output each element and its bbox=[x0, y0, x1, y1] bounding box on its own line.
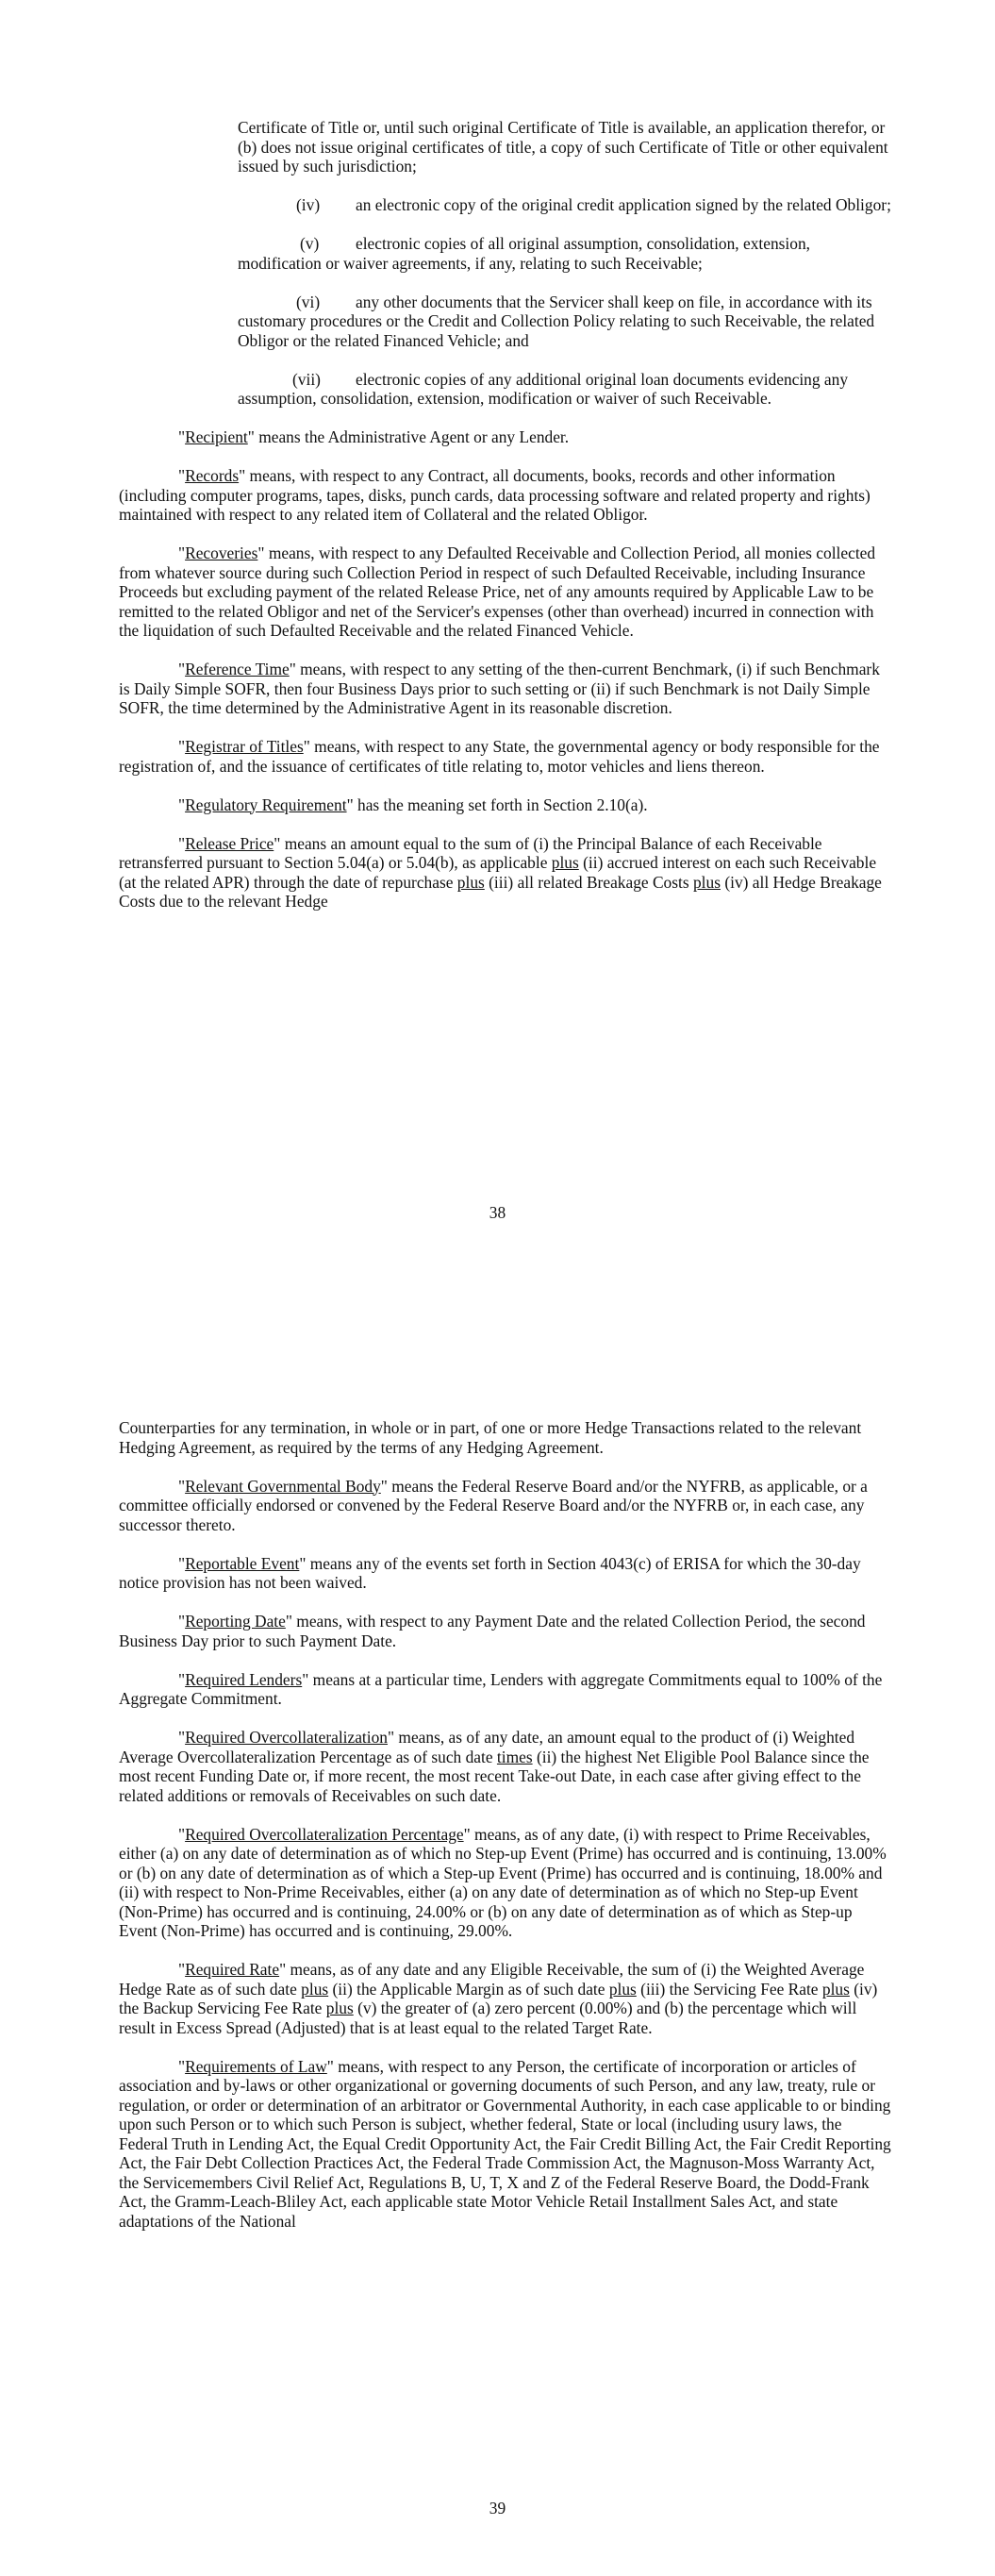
defined-term: Regulatory Requirement bbox=[185, 795, 347, 814]
definition-text: " means, as of any date, an amount equal to the product of (i) Weighted Average Overcollateralization Percentage as of such date bbox=[119, 1728, 855, 1766]
list-item bbox=[119, 370, 892, 409]
definition-paragraph: "Registrar of Titles" means, with respect to any State, the governmental agency or body responsible for the registration of, and the issuance of certificates of title relating to, motor vehicles and liens thereon. bbox=[119, 737, 880, 776]
definition-text: " means, with respect to any State, the governmental agency or body responsible for the registration of, and the issuance of certificates of title relating to, motor vehicles and liens thereon. bbox=[119, 737, 880, 776]
defined-term: Required Rate bbox=[185, 1960, 280, 1979]
definition-paragraph: "Required Overcollateralization" means, as of any date, an amount equal to the product of (i) Weighted Average Overcollateralization Percentage as of such date times (ii) the highest Net Eligible Pool Balance since the most recent Funding Date or, if more recent, the most recent Take-out Date, in each case after giving effect to the related additions or removals of Receivables on such date. bbox=[119, 1728, 870, 1805]
defined-term: Records bbox=[185, 466, 240, 485]
definition-paragraph: "Reportable Event" means any of the events set forth in Section 4043(c) of ERISA for which the 30-day notice provision has not been waived. bbox=[119, 1553, 861, 1592]
definition-paragraph: "Recipient" means the Administrative Agent or any Lender. bbox=[178, 427, 570, 446]
item-number: (iv) bbox=[296, 195, 321, 214]
defined-term: Reportable Event bbox=[185, 1553, 300, 1573]
page-number: 39 bbox=[489, 2499, 506, 2517]
definition-text: " means, as of any date, (i) with respect to Prime Receivables, either (a) on any date of determination as of which no Step-up Event (Prime) has occurred and is continuing, 13.00% or (b) on any date of determination as of which a Step-up Event (Prime) has occurred and is continuing, 18.00% and (ii) with respect to Non-Prime Receivables, either (a) on any date of determination as of which no Step-up Event (Non-Prime) has occurred and is continuing, 24.00% or (b) on any date of determination as of which as Step-up Event (Non-Prime) has occurred and is continuing, 29.00%. bbox=[119, 1824, 887, 1940]
defined-term: Relevant Governmental Body bbox=[185, 1476, 381, 1496]
page-body bbox=[119, 1418, 892, 2250]
definition-paragraph: "Requirements of Law" means, with respect to any Person, the certificate of incorporation or articles of association and by-laws or other organizational or governing documents of such Person, and any law, treaty, rule or regulation, or order or determination of an arbitrator or Governmental Authority, in each case applicable to or binding upon such Person or to which such Person is subject, whether federal, State or local (including usury laws, the Federal Truth in Lending Act, the Equal Credit Opportunity Act, the Fair Credit Billing Act, the Fair Credit Reporting Act, the Fair Debt Collection Practices Act, the Federal Trade Commission Act, the Magnuson-Moss Warranty Act, the Servicemembers Civil Relief Act, Regulations B, U, T, X and Z of the Federal Reserve Board, the Dodd-Frank Act, the Gramm-Leach-Bliley Act, each applicable state Motor Vehicle Retail Installment Sales Act, and state adaptations of the National bbox=[119, 2056, 891, 2231]
item-text: any other documents that the Servicer shall keep on file, in accordance with its customary procedures or the Credit and Collection Policy relating to such Receivable, the related Obligor or the related Financed Vehicle; and bbox=[238, 292, 875, 350]
definition-text: " means, with respect to any Person, the certificate of incorporation or articles of association and by-laws or other organizational or governing documents of such Person, and any law, treaty, rule or regulation, or order or determination of an arbitrator or Governmental Authority, in each case applicable to or binding upon such Person or to which such Person is subject, whether federal, State or local (including usury laws, the Federal Truth in Lending Act, the Equal Credit Opportunity Act, the Fair Credit Billing Act, the Fair Credit Reporting Act, the Fair Debt Collection Practices Act, the Federal Trade Commission Act, the Magnuson-Moss Warranty Act, the Servicemembers Civil Relief Act, Regulations B, U, T, X and Z of the Federal Reserve Board, the Dodd-Frank Act, the Gramm-Leach-Bliley Act, each applicable state Motor Vehicle Retail Installment Sales Act, and state adaptations of the National bbox=[119, 2056, 891, 2231]
definition-text: (iv) all Hedge Breakage Costs due to the relevant Hedge bbox=[119, 872, 882, 911]
definition-paragraph: "Release Price" means an amount equal to the sum of (i) the Principal Balance of each Receivable retransferred pursuant to Section 5.04(a) or 5.04(b), as applicable plus (ii) accrued interest on each such Receivable (at the related APR) through the date of repurchase plus (iii) all related Breakage Costs plus (iv) all Hedge Breakage Costs due to the relevant Hedge bbox=[119, 833, 882, 911]
emphasis-word: times bbox=[496, 1747, 533, 1766]
item-text: an electronic copy of the original credit application signed by the related Obligor; bbox=[356, 195, 891, 214]
definition-text: " means, with respect to any Payment Date and the related Collection Period, the second Business Day prior to such Payment Date. bbox=[119, 1612, 866, 1650]
emphasis-word: plus bbox=[551, 853, 579, 872]
definition-text: (iv) the Backup Servicing Fee Rate bbox=[119, 1979, 878, 2017]
definition-text: " means, as of any date and any Eligible Receivable, the sum of (i) the Weighted Average Hedge Rate as of such date bbox=[119, 1960, 865, 1999]
emphasis-word: plus bbox=[608, 1979, 637, 1999]
emphasis-word: plus bbox=[301, 1979, 329, 1999]
definition-paragraph: "Reporting Date" means, with respect to any Payment Date and the related Collection Period, the second Business Day prior to such Payment Date. bbox=[119, 1612, 866, 1650]
page-number: 38 bbox=[489, 1203, 506, 1222]
definition-paragraph: "Required Lenders" means at a particular time, Lenders with aggregate Commitments equal to 100% of the Aggregate Commitment. bbox=[119, 1669, 883, 1708]
definition-paragraph: "Reference Time" means, with respect to any setting of the then-current Benchmark, (i) if such Benchmark is Daily Simple SOFR, then four Business Days prior to such setting or (ii) if such Benchmark is not Daily Simple SOFR, the time determined by the Administrative Agent in its reasonable discretion. bbox=[119, 660, 880, 717]
definition-paragraph: "Required Overcollateralization Percentage" means, as of any date, (i) with respect to Prime Receivables, either (a) on any date of determination as of which no Step-up Event (Prime) has occurred and is continuing, 13.00% or (b) on any date of determination as of which a Step-up Event (Prime) has occurred and is continuing, 18.00% and (ii) with respect to Non-Prime Receivables, either (a) on any date of determination as of which no Step-up Event (Non-Prime) has occurred and is continuing, 24.00% or (b) on any date of determination as of which as Step-up Event (Non-Prime) has occurred and is continuing, 29.00%. bbox=[119, 1824, 887, 1940]
definition-text: " means the Administrative Agent or any Lender. bbox=[247, 427, 570, 446]
page-body bbox=[119, 118, 892, 930]
definition-text: " means at a particular time, Lenders with aggregate Commitments equal to 100% of the Aggregate Commitment. bbox=[119, 1669, 883, 1708]
definition-text: (iii) all related Breakage Costs bbox=[484, 872, 693, 892]
definition-text: (ii) the highest Net Eligible Pool Balance since the most recent Funding Date or, if more recent, the most recent Take-out Date, in each case after giving effect to the related additions or removals of Receivables on such date. bbox=[119, 1747, 870, 1805]
emphasis-word: plus bbox=[821, 1979, 850, 1999]
emphasis-word: plus bbox=[692, 872, 721, 892]
defined-term: Required Overcollateralization Percentage bbox=[185, 1824, 464, 1844]
item-number: (vii) bbox=[292, 369, 321, 389]
definition-text: " means an amount equal to the sum of (i) the Principal Balance of each Receivable retransferred pursuant to Section 5.04(a) or 5.04(b), as applicable bbox=[119, 833, 822, 872]
defined-term: Required Lenders bbox=[185, 1669, 303, 1689]
definition-text: " has the meaning set forth in Section 2.10(a). bbox=[346, 795, 648, 814]
item-number: (vi) bbox=[296, 292, 321, 311]
defined-term: Recoveries bbox=[185, 544, 258, 562]
definition-text: " means, with respect to any Defaulted Receivable and Collection Period, all monies collected from whatever source during such Collection Period in respect of such Defaulted Receivable, including Insurance Proceeds but excluding payment of the related Release Price, net of any amounts required by Applicable Law to be remitted to the related Obligor and net of the Servicer's expenses (other than overhead) incurred in connection with the liquidation of such Defaulted Receivable and the related Financed Vehicle. bbox=[119, 544, 876, 640]
defined-term: Required Overcollateralization bbox=[185, 1728, 388, 1747]
defined-term: Recipient bbox=[185, 427, 248, 446]
item-text: electronic copies of any additional original loan documents evidencing any assumption, consolidation, extension, modification or waiver of such Receivable. bbox=[238, 369, 849, 408]
definition-text: " means, with respect to any setting of the then-current Benchmark, (i) if such Benchmark is Daily Simple SOFR, then four Business Days prior to such setting or (ii) if such Benchmark is not Daily Simple SOFR, the time determined by the Administrative Agent in its reasonable discretion. bbox=[119, 660, 880, 717]
defined-term: Registrar of Titles bbox=[185, 737, 304, 756]
definition-text: (iii) the Servicing Fee Rate bbox=[636, 1979, 822, 1999]
defined-term: Requirements of Law bbox=[185, 2056, 327, 2076]
definition-text: (ii) accrued interest on each such Receivable (at the related APR) through the date of repurchase bbox=[119, 853, 877, 892]
definition-text: " means, with respect to any Contract, all documents, books, records and other information (including computer programs, tapes, disks, punch cards, data processing software and related property and rights) maintained with respect to any related item of Collateral and the related Obligor. bbox=[119, 466, 871, 524]
defined-term: Reporting Date bbox=[185, 1612, 286, 1631]
list-item bbox=[119, 293, 892, 351]
continuation-paragraph: Certificate of Title or, until such original Certificate of Title is available, an application therefor, or (b) does not issue original certificates of title, a copy of such Certificate of Title or other equivalent issued by such jurisdiction; bbox=[238, 118, 888, 176]
emphasis-word: plus bbox=[456, 872, 485, 892]
list-item bbox=[119, 195, 892, 215]
definition-text: " means the Federal Reserve Board and/or the NYFRB, as applicable, or a committee officially endorsed or convened by the Federal Reserve Board and/or the NYFRB or, in each case, any successor thereto. bbox=[119, 1476, 868, 1534]
item-number: (v) bbox=[300, 234, 320, 253]
definition-paragraph: "Recoveries" means, with respect to any Defaulted Receivable and Collection Period, all monies collected from whatever source during such Collection Period in respect of such Defaulted Receivable, including Insurance Proceeds but excluding payment of the related Release Price, net of any amounts required by Applicable Law to be remitted to the related Obligor and net of the Servicer's expenses (other than overhead) incurred in connection with the liquidation of such Defaulted Receivable and the related Financed Vehicle. bbox=[119, 544, 876, 640]
item-text: electronic copies of all original assumption, consolidation, extension, modification or waiver agreements, if any, relating to such Receivable; bbox=[238, 234, 810, 273]
definition-text: (ii) the Applicable Margin as of such date bbox=[328, 1979, 609, 1999]
continuation-paragraph: Counterparties for any termination, in whole or in part, of one or more Hedge Transactions related to the relevant Hedging Agreement, as required by the terms of any Hedging Agreement. bbox=[119, 1418, 862, 1457]
list-item bbox=[119, 234, 892, 273]
definition-paragraph: "Records" means, with respect to any Contract, all documents, books, records and other information (including computer programs, tapes, disks, punch cards, data processing software and related property and rights) maintained with respect to any related item of Collateral and the related Obligor. bbox=[119, 466, 871, 524]
emphasis-word: plus bbox=[325, 1999, 354, 2017]
definition-paragraph: "Regulatory Requirement" has the meaning set forth in Section 2.10(a). bbox=[178, 795, 648, 814]
definition-paragraph: "Required Rate" means, as of any date and any Eligible Receivable, the sum of (i) the Weighted Average Hedge Rate as of such date plus (ii) the Applicable Margin as of such date plus (iii) the Servicing Fee Rate plus (iv) the Backup Servicing Fee Rate plus (v) the greater of (a) zero percent (0.00%) and (b) the percentage which will result in Excess Spread (Adjusted) that is at least equal to the related Target Rate. bbox=[119, 1960, 878, 2037]
defined-term: Reference Time bbox=[185, 660, 290, 678]
defined-term: Release Price bbox=[185, 833, 274, 853]
definition-text: " means any of the events set forth in Section 4043(c) of ERISA for which the 30-day notice provision has not been waived. bbox=[119, 1553, 861, 1592]
definition-paragraph: "Relevant Governmental Body" means the Federal Reserve Board and/or the NYFRB, as applicable, or a committee officially endorsed or convened by the Federal Reserve Board and/or the NYFRB or, in each case, any successor thereto. bbox=[119, 1476, 868, 1534]
definition-text: (v) the greater of (a) zero percent (0.00%) and (b) the percentage which will result in Excess Spread (Adjusted) that is at least equal to the related Target Rate. bbox=[119, 1999, 857, 2037]
document-page-39 bbox=[0, 1288, 995, 2576]
